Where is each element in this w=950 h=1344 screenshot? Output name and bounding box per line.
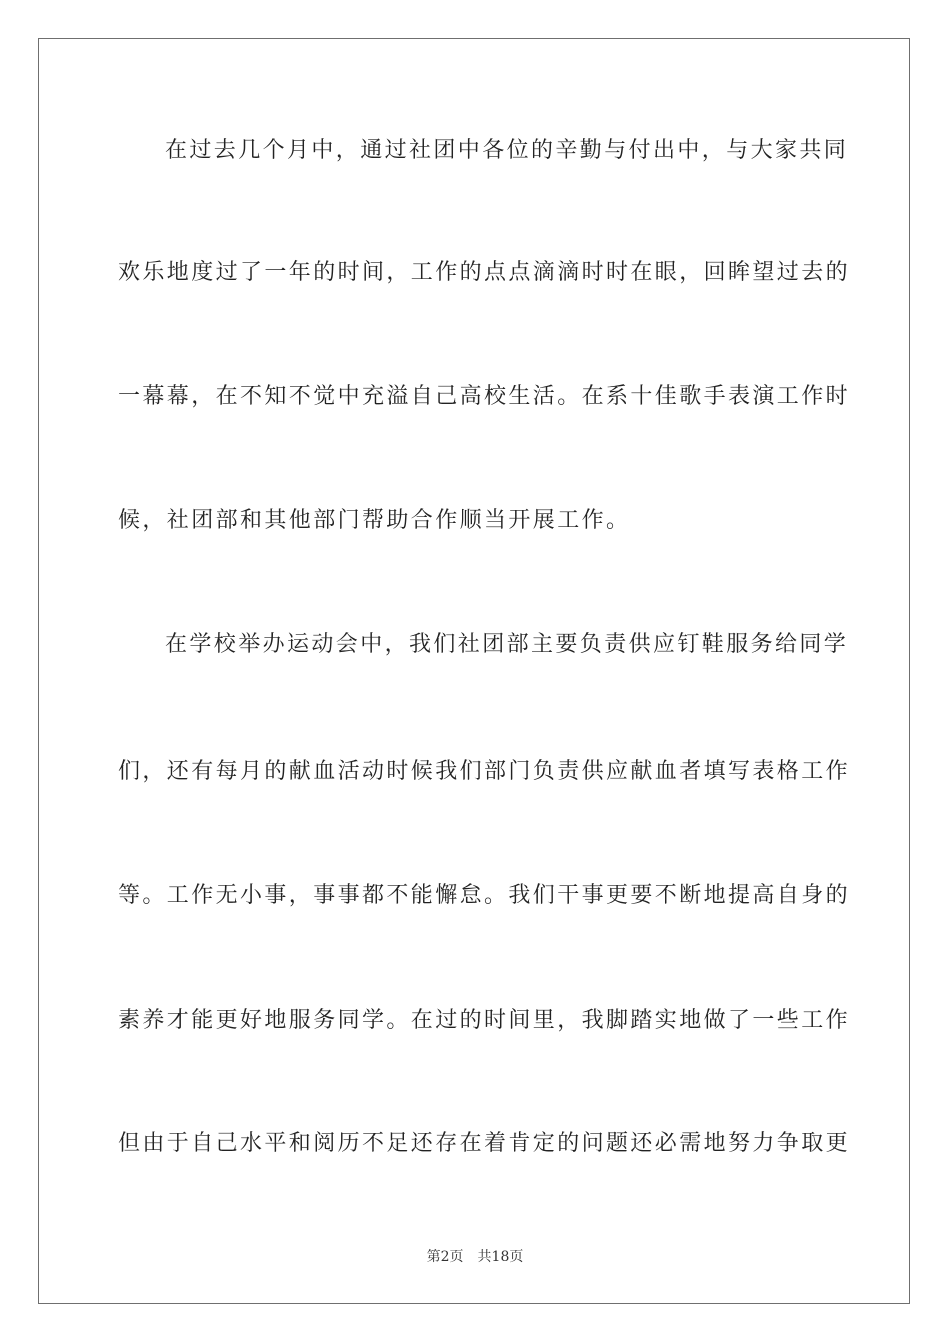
total-pages-label: 共18页	[477, 1249, 524, 1265]
paragraph-1-line-4: 候，社团部和其他部门帮助合作顺当开展工作。	[118, 508, 631, 533]
paragraph-2-line-1: 在学校举办运动会中，我们社团部主要负责供应钉鞋服务给同学	[165, 632, 849, 657]
paragraph-2-line-4: 素养才能更好地服务同学。在过的时间里，我脚踏实地做了一些工作	[118, 1008, 851, 1033]
paragraph-1-line-1: 在过去几个月中，通过社团中各位的辛勤与付出中，与大家共同	[165, 138, 849, 163]
page-footer	[0, 1247, 950, 1267]
paragraph-2-line-3: 等。工作无小事，事事都不能懈怠。我们干事更要不断地提高自身的	[118, 883, 851, 908]
paragraph-1-line-2: 欢乐地度过了一年的时间，工作的点点滴滴时时在眼，回眸望过去的	[118, 260, 851, 285]
page-border	[38, 38, 910, 1304]
paragraph-2-line-5: 但由于自己水平和阅历不足还存在着肯定的问题还必需地努力争取更	[118, 1131, 851, 1156]
page-number-label: 第2页	[426, 1249, 464, 1265]
paragraph-2-line-2: 们，还有每月的献血活动时候我们部门负责供应献血者填写表格工作	[118, 759, 851, 784]
paragraph-1-line-3: 一幕幕，在不知不觉中充溢自己高校生活。在系十佳歌手表演工作时	[118, 384, 851, 409]
